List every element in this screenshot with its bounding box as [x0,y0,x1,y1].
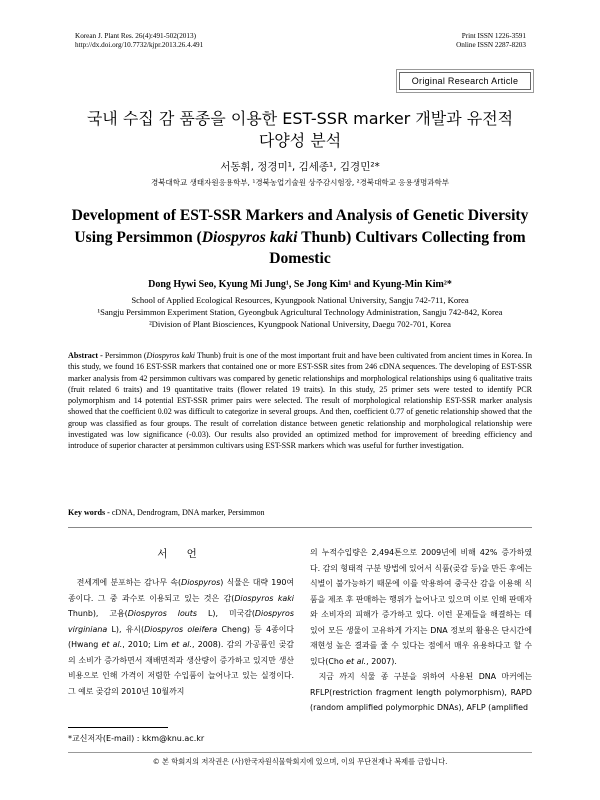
intro-text-7: , 2010; Lim [122,640,172,650]
abstract [68,350,532,452]
abstract-species: Diospyros kaki [146,351,196,360]
affiliation-2: ¹Sangju Persimmon Experiment Station, Gyeongbuk Agricultural Technology Administration, Sangju 742-842, Korea [97,307,503,317]
english-affiliations [70,294,530,330]
keywords-label: Key words - [68,508,110,517]
copyright-rule [68,752,532,753]
korean-affiliations: 경북대학교 생태자원응용학부, ¹경북농업기술원 상주감시험장, ²경북대학교 응용생명과학부 [150,178,449,187]
english-title-species: Diospyros kaki [201,228,298,246]
abstract-text-1: Persimmon ( [102,351,147,360]
issn-header [456,32,526,51]
intro-right-italic-1: et al. [346,656,367,666]
doi-link[interactable]: http://dx.doi.org/10.7732/kjpr.2013.26.4.491 [75,41,204,50]
intro-text-5: L), 유시( [107,624,145,634]
article-type-badge: Original Research Article [399,72,531,90]
intro-italic-1: Diospyros [181,578,221,587]
intro-italic-5: Diospyros oleifera [144,624,218,634]
intro-italic-3: Diospyros louts [127,609,198,619]
english-title [60,205,540,270]
intro-text-6: Cheng) 등 4종이다(Hwang [68,624,295,650]
section-divider [68,527,532,528]
abstract-text-2: Thunb) fruit is one of the most important fruit and have been cultivated from ancient times in Korea. In this study, we found 16 EST-SSR markers that contained one or more EST-SSR sites from 246 cDNA sequences. The developing of EST-SSR marker analysis from 42 persimmon cultivars was compared by genetic relationships and morphological relationships using 6 qualitative traits (fruit related 6 traits) and 19 quantitative traits (flower related 19 traits). In this study, 25 primer sets were tested to identify PCR polymorphism and 14 potential EST-SSR primer pairs were selected. The result of morphological relationship EST-SSR marker analysis showed that the coefficient 0.02 was difficult to categorize in several groups. And then, coefficient 0.77 of genetic relationship showed that the group was classified as four groups. The result of correlation distance between genetic relationship and morphological relationship were investigated was low significance (-0.03). Our results also provided an optimized method for improvement of breeding efficiency and introduce of superior character at persimmon cultivars using EST-SSR markers which was useful for further investigation. [68,351,533,451]
intro-italic-7: et al. [171,640,193,650]
korean-title [60,108,540,152]
intro-text-2: ) 식물은 대략 190여종이다. 그 중 과수로 이용되고 있는 것은 감( [68,578,294,603]
abstract-label: Abstract - [68,351,103,360]
affiliation-1: School of Applied Ecological Resources, Kyungpook National University, Sangju 742-711, Korea [131,295,469,305]
intro-right-text-1: 의 누적수입량은 2,494톤으로 2009년에 비해 42% 증가하였다. 감의 형태적 구분 방법에 있어서 식품(곶감 등)을 만든 후에는 식별이 불가능하기 때문에 이를 악용하여 중국산 감을 이용해 식품을 제조 후 판매하는 행위가 늘어나고 있으며 이로 인해 판매자와 소비자의 피해가 증가하고 있다. 이런 문제들을 해결하는 데 있어 모든 생물이 고유하게 가지는 DNA 정보의 활용은 단시간에 재현성 높은 결과를 줄 수 있다는 점에서 매우 유용하다고 할 수 있다(Cho [310,548,532,666]
intro-text-4: L), 미국감( [197,609,255,619]
online-issn: Online ISSN 2287-8203 [456,41,526,50]
keywords-text: cDNA, Dendrogram, DNA marker, Persimmon [109,508,265,517]
intro-right-text-1b: , 2007). [366,656,397,666]
english-authors: Dong Hywi Seo, Kyung Mi Jung¹, Se Jong Kim¹ and Kyung-Min Kim²* [148,279,452,290]
intro-italic-4: Diospyros virginiana [68,609,294,634]
english-title-part2: Thunb) Cultivars Collecting from Domestic [269,228,526,267]
copyright-notice: © 본 학회지의 저작권은 (사)한국자원식물학회지에 있으며, 이의 무단전재나 복제를 금합니다. [152,757,448,766]
affiliation-3: ²Division of Plant Biosciences, Kyungpook National University, Daegu 702-701, Korea [149,319,451,329]
right-column-text [310,545,532,716]
print-issn: Print ISSN 1226-3591 [461,32,526,40]
introduction-heading: 서 언 [157,548,205,560]
intro-italic-2: Diospyros kaki [234,593,294,603]
korean-title-line2: 다양성 분석 [258,131,342,150]
intro-right-text-2: 지금 까지 식물 종 구분을 위하여 사용된 DNA 마커에는 RFLP(restriction fragment length polymorphism), RAPD (random amplified polymorphic DNAs), AFLP (amplified [310,672,532,713]
keywords [68,508,532,517]
left-column-text [68,575,294,699]
corresponding-author-footnote: *교신저자(E-mail) : kkm@knu.ac.kr [68,734,205,743]
journal-citation: Korean J. Plant Res. 26(4):491-502(2013) [75,32,196,40]
journal-header [75,32,203,51]
intro-italic-6: et al. [101,640,123,650]
footnote-rule [68,727,168,728]
intro-text-8: , 2008). 감의 가공품인 곶감의 소비가 증가하면서 재배면적과 생산량이 증가하고 있지만 생산비용으로 인해 가격이 저렴한 수입품이 늘어나고 있는 실정이다. 그 예로 곶감의 2010년 10월까지 [68,640,294,696]
intro-text-3: Thunb), 고욤( [68,609,128,619]
english-title-part1: Development of EST-SSR Markers and Analysis of Genetic Diversity Using Persimmon ( [71,207,529,246]
korean-title-line1: 국내 수집 감 품종을 이용한 EST-SSR marker 개발과 유전적 [86,109,514,128]
intro-text-1: 전세계에 분포하는 감나무 속( [76,578,182,587]
korean-authors: 서동휘, 정경미¹, 김세종¹, 김경민²* [220,161,380,173]
